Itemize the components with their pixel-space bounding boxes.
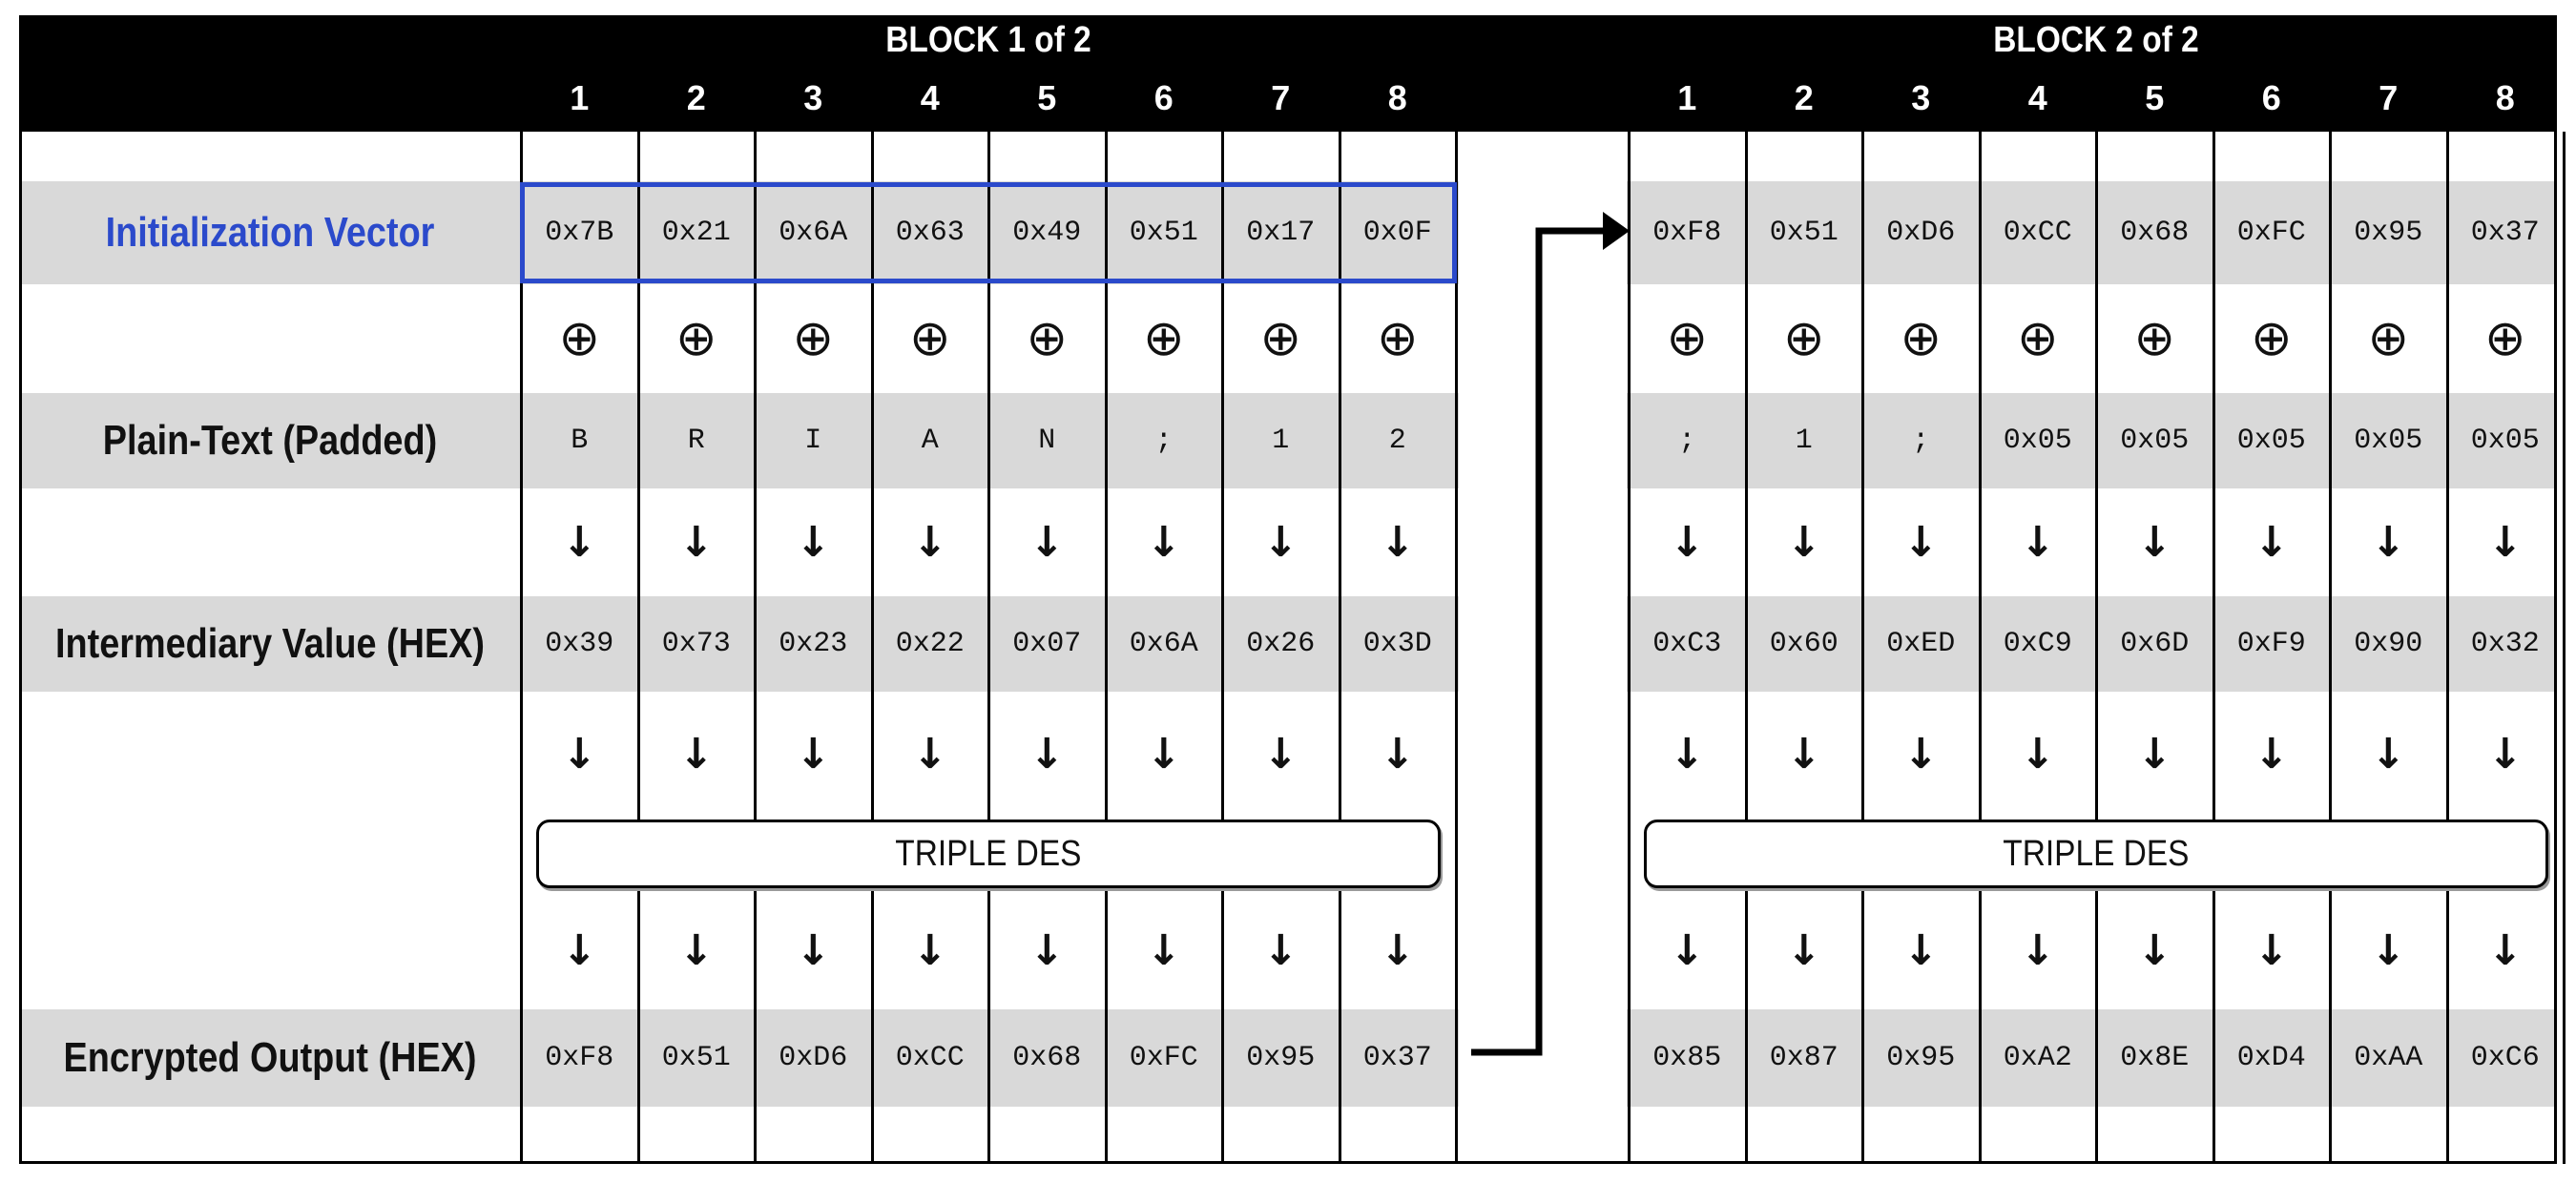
plain-text-byte: 1 <box>1795 425 1813 457</box>
xor-icon: ⊕ <box>792 310 835 367</box>
xor-icon: ⊕ <box>1900 310 1942 367</box>
down-arrow-icon: ↓ <box>2020 518 2056 567</box>
column-number: 7 <box>2379 78 2399 117</box>
xor-icon: ⊕ <box>2483 310 2526 367</box>
column-number: 1 <box>1677 78 1697 117</box>
column-number: 3 <box>803 78 823 117</box>
column-number: 8 <box>1387 78 1407 117</box>
iv-byte: 0x49 <box>1012 217 1082 249</box>
down-arrow-icon: ↓ <box>561 729 597 778</box>
block-title-2: BLOCK 2 of 2 <box>1993 20 2199 60</box>
plain-text-byte: 0x05 <box>2003 425 2072 457</box>
down-arrow-icon: ↓ <box>1262 729 1298 778</box>
column-number: 8 <box>2495 78 2515 117</box>
plain-text-byte: 0x05 <box>2120 425 2190 457</box>
plain-text-byte: R <box>687 425 705 457</box>
iv-byte: 0x68 <box>2120 217 2190 249</box>
down-arrow-icon: ↓ <box>1669 926 1705 975</box>
down-arrow-icon: ↓ <box>1028 926 1065 975</box>
iv-byte: 0x7B <box>545 217 614 249</box>
down-arrow-icon: ↓ <box>1669 729 1705 778</box>
label-encrypted-output: Encrypted Output (HEX) <box>63 1034 477 1081</box>
plain-text-byte: 0x05 <box>2236 425 2306 457</box>
encrypted-byte: 0xC6 <box>2470 1042 2540 1074</box>
down-arrow-icon: ↓ <box>561 518 597 567</box>
xor-icon: ⊕ <box>675 310 717 367</box>
plain-text-byte: A <box>921 425 939 457</box>
intermediary-byte: 0x39 <box>545 628 614 660</box>
down-arrow-icon: ↓ <box>1786 729 1822 778</box>
iv-byte: 0x63 <box>895 217 965 249</box>
encrypted-byte: 0xA2 <box>2003 1042 2072 1074</box>
down-arrow-icon: ↓ <box>2136 518 2172 567</box>
column-number: 1 <box>570 78 590 117</box>
down-arrow-icon: ↓ <box>2136 729 2172 778</box>
down-arrow-icon: ↓ <box>2487 729 2524 778</box>
down-arrow-icon: ↓ <box>1380 518 1416 567</box>
intermediary-byte: 0x32 <box>2470 628 2540 660</box>
encrypted-byte: 0xFC <box>1129 1042 1198 1074</box>
down-arrow-icon: ↓ <box>2254 926 2290 975</box>
down-arrow-icon: ↓ <box>678 729 715 778</box>
column-number: 7 <box>1271 78 1291 117</box>
down-arrow-icon: ↓ <box>1902 518 1939 567</box>
plain-text-byte: N <box>1038 425 1056 457</box>
xor-icon: ⊕ <box>2133 310 2176 367</box>
encrypted-byte: 0xD6 <box>779 1042 848 1074</box>
label-plain-text: Plain-Text (Padded) <box>102 417 438 464</box>
chain-connector-line <box>1471 231 1610 1052</box>
plain-text-byte: ; <box>1912 425 1930 457</box>
down-arrow-icon: ↓ <box>1262 926 1298 975</box>
down-arrow-icon: ↓ <box>2136 926 2172 975</box>
intermediary-byte: 0xF9 <box>2236 628 2306 660</box>
triple-des-label: TRIPLE DES <box>895 833 1082 874</box>
column-number: 2 <box>686 78 706 117</box>
iv-byte: 0x37 <box>2470 217 2540 249</box>
intermediary-byte: 0x26 <box>1246 628 1316 660</box>
iv-byte: 0x21 <box>661 217 731 249</box>
down-arrow-icon: ↓ <box>2254 518 2290 567</box>
xor-icon: ⊕ <box>1142 310 1185 367</box>
triple-des-label: TRIPLE DES <box>2003 833 2190 874</box>
down-arrow-icon: ↓ <box>1262 518 1298 567</box>
column-number: 5 <box>1037 78 1057 117</box>
down-arrow-icon: ↓ <box>1146 518 1182 567</box>
iv-byte: 0x51 <box>1769 217 1839 249</box>
intermediary-byte: 0x07 <box>1012 628 1082 660</box>
encrypted-byte: 0x95 <box>1246 1042 1316 1074</box>
down-arrow-icon: ↓ <box>795 729 831 778</box>
iv-byte: 0x6A <box>779 217 848 249</box>
label-intermediary-value: Intermediary Value (HEX) <box>54 620 486 667</box>
xor-icon: ⊕ <box>2250 310 2293 367</box>
column-number: 2 <box>1794 78 1814 117</box>
plain-text-byte: 0x05 <box>2470 425 2540 457</box>
down-arrow-icon: ↓ <box>1902 729 1939 778</box>
column-number: 6 <box>1153 78 1174 117</box>
intermediary-byte: 0x90 <box>2354 628 2423 660</box>
iv-byte: 0xD6 <box>1886 217 1956 249</box>
xor-icon: ⊕ <box>908 310 951 367</box>
column-number: 4 <box>2027 78 2047 117</box>
down-arrow-icon: ↓ <box>1902 926 1939 975</box>
plain-text-byte: 2 <box>1388 425 1406 457</box>
iv-byte: 0xFC <box>2236 217 2306 249</box>
down-arrow-icon: ↓ <box>1786 926 1822 975</box>
plain-text-byte: B <box>571 425 589 457</box>
iv-byte: 0x17 <box>1246 217 1316 249</box>
plain-text-byte: I <box>804 425 822 457</box>
encrypted-byte: 0xF8 <box>545 1042 614 1074</box>
down-arrow-icon: ↓ <box>2370 729 2406 778</box>
down-arrow-icon: ↓ <box>2020 729 2056 778</box>
intermediary-byte: 0x73 <box>661 628 731 660</box>
iv-byte: 0xF8 <box>1652 217 1722 249</box>
plain-text-byte: ; <box>1154 425 1173 457</box>
down-arrow-icon: ↓ <box>1380 729 1416 778</box>
down-arrow-icon: ↓ <box>1380 926 1416 975</box>
down-arrow-icon: ↓ <box>678 926 715 975</box>
intermediary-byte: 0x3D <box>1362 628 1432 660</box>
down-arrow-icon: ↓ <box>1786 518 1822 567</box>
intermediary-byte: 0xC9 <box>2003 628 2072 660</box>
iv-byte: 0x51 <box>1129 217 1198 249</box>
encrypted-byte: 0x95 <box>1886 1042 1956 1074</box>
label-initialization-vector: Initialization Vector <box>105 209 435 256</box>
intermediary-byte: 0xC3 <box>1652 628 1722 660</box>
xor-icon: ⊕ <box>558 310 601 367</box>
chain-arrowhead-icon <box>1603 212 1630 250</box>
intermediary-byte: 0x60 <box>1769 628 1839 660</box>
plain-text-byte: 0x05 <box>2354 425 2423 457</box>
down-arrow-icon: ↓ <box>1028 729 1065 778</box>
down-arrow-icon: ↓ <box>2254 729 2290 778</box>
column-number: 3 <box>1911 78 1931 117</box>
down-arrow-icon: ↓ <box>2020 926 2056 975</box>
down-arrow-icon: ↓ <box>678 518 715 567</box>
encrypted-byte: 0x8E <box>2120 1042 2190 1074</box>
down-arrow-icon: ↓ <box>2487 518 2524 567</box>
intermediary-byte: 0xED <box>1886 628 1956 660</box>
xor-icon: ⊕ <box>1782 310 1825 367</box>
down-arrow-icon: ↓ <box>1146 926 1182 975</box>
intermediary-byte: 0x22 <box>895 628 965 660</box>
xor-icon: ⊕ <box>2016 310 2059 367</box>
column-number: 6 <box>2261 78 2281 117</box>
encrypted-byte: 0x68 <box>1012 1042 1082 1074</box>
xor-icon: ⊕ <box>1026 310 1069 367</box>
xor-icon: ⊕ <box>1376 310 1419 367</box>
down-arrow-icon: ↓ <box>561 926 597 975</box>
encrypted-byte: 0xD4 <box>2236 1042 2306 1074</box>
xor-icon: ⊕ <box>1259 310 1302 367</box>
encrypted-byte: 0xAA <box>2354 1042 2423 1074</box>
plain-text-byte: 1 <box>1272 425 1290 457</box>
iv-byte: 0x0F <box>1362 217 1432 249</box>
xor-icon: ⊕ <box>2367 310 2410 367</box>
iv-byte: 0xCC <box>2003 217 2072 249</box>
column-number: 5 <box>2145 78 2165 117</box>
down-arrow-icon: ↓ <box>2370 518 2406 567</box>
down-arrow-icon: ↓ <box>2487 926 2524 975</box>
intermediary-byte: 0x6D <box>2120 628 2190 660</box>
encrypted-byte: 0x87 <box>1769 1042 1839 1074</box>
down-arrow-icon: ↓ <box>1028 518 1065 567</box>
intermediary-byte: 0x23 <box>779 628 848 660</box>
plain-text-byte: ; <box>1678 425 1696 457</box>
down-arrow-icon: ↓ <box>2370 926 2406 975</box>
down-arrow-icon: ↓ <box>912 518 948 567</box>
down-arrow-icon: ↓ <box>795 518 831 567</box>
encrypted-byte: 0xCC <box>895 1042 965 1074</box>
down-arrow-icon: ↓ <box>1669 518 1705 567</box>
encrypted-byte: 0x85 <box>1652 1042 1722 1074</box>
down-arrow-icon: ↓ <box>912 926 948 975</box>
iv-byte: 0x95 <box>2354 217 2423 249</box>
encrypted-byte: 0x37 <box>1362 1042 1432 1074</box>
block-title-1: BLOCK 1 of 2 <box>885 20 1091 60</box>
down-arrow-icon: ↓ <box>795 926 831 975</box>
xor-icon: ⊕ <box>1666 310 1709 367</box>
down-arrow-icon: ↓ <box>1146 729 1182 778</box>
column-number: 4 <box>920 78 940 117</box>
intermediary-byte: 0x6A <box>1129 628 1198 660</box>
encrypted-byte: 0x51 <box>661 1042 731 1074</box>
down-arrow-icon: ↓ <box>912 729 948 778</box>
